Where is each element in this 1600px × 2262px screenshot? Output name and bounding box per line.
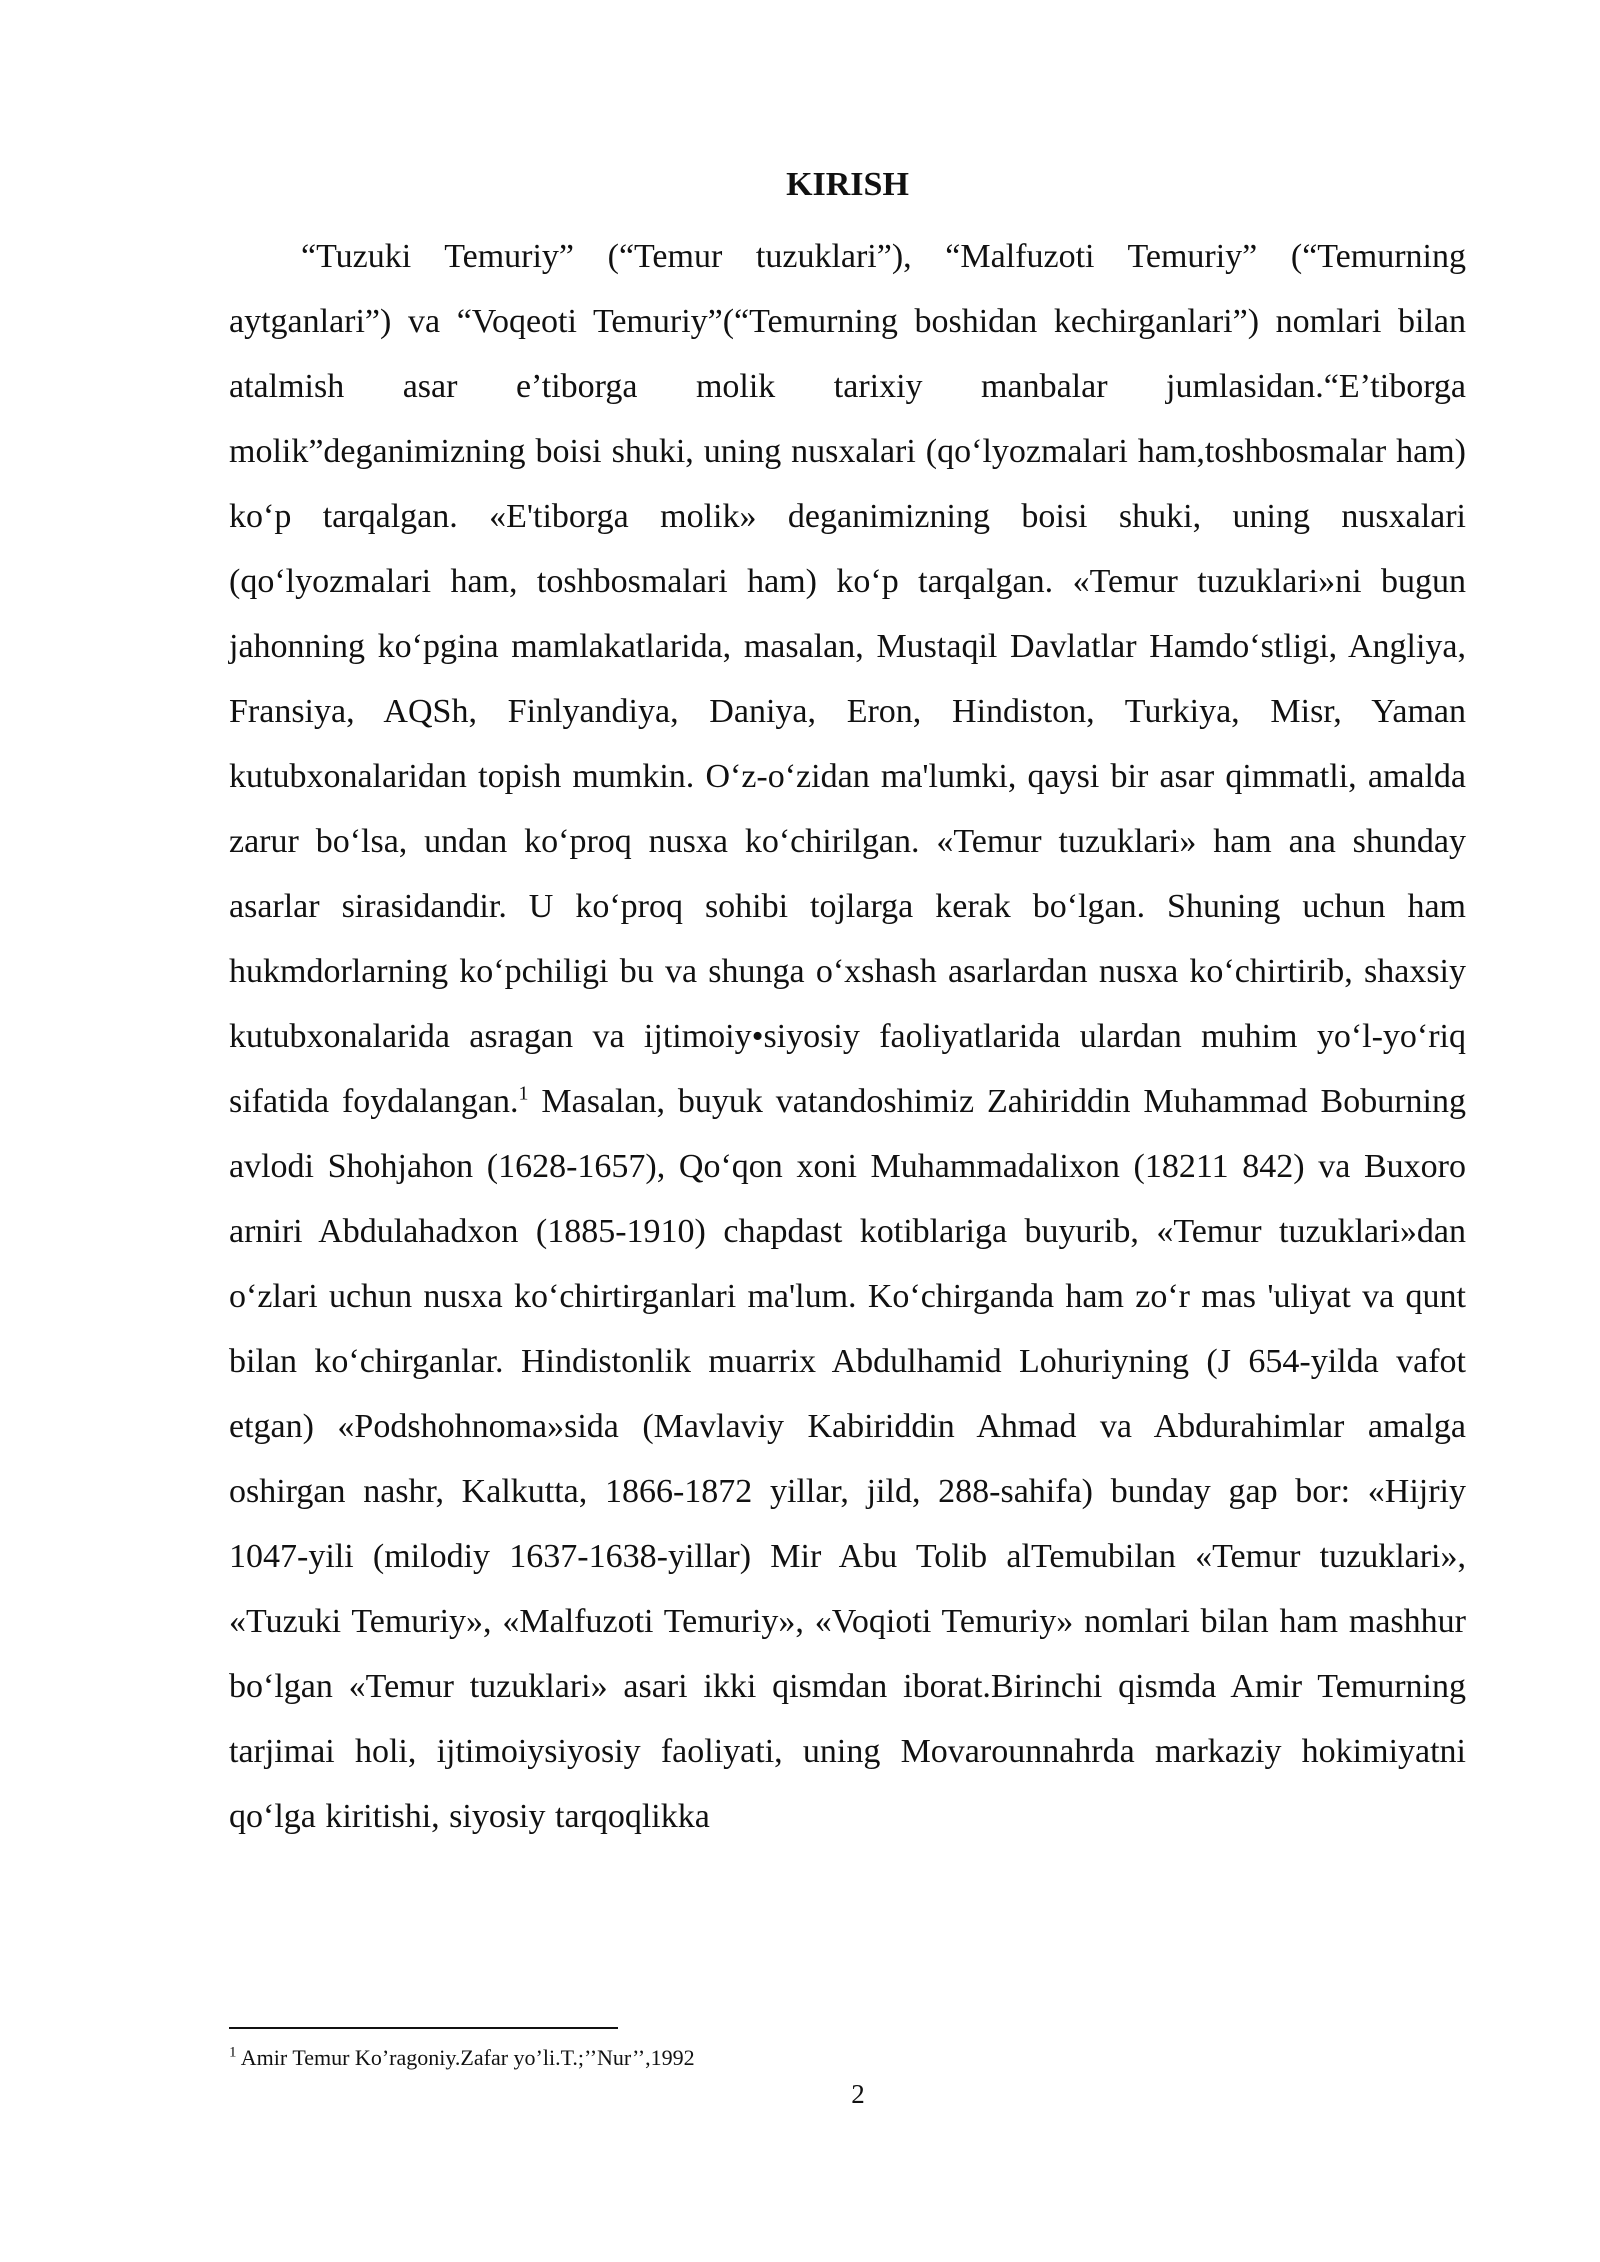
page-number: 2 [851,2079,865,2109]
footnote-number: 1 [229,2044,237,2061]
body-text-part-2: Masalan, buyuk vatandoshimiz Zahiriddin Muhammad Boburning avlodi Shohjahon (1628-1657), Qo‘qon xoni Muhammadalixon (18211 842) va Buxoro arniri Abdulahadxon (1885-1910) chapdast kotiblariga buyurib, «Temur tuzuklari»dan o‘zlari uchun nusxa ko‘chirtirganlari ma'lum. Ko‘chirganda ham zo‘r mas 'uliyat va qunt bilan ko‘chirganlar. Hindistonlik muarrix Abdulhamid Lohuriyning (J 654-yilda vafot etgan) «Podshohnoma»sida (Mavlaviy Kabiriddin Ahmad va Abdurahimlar amalga oshirgan nashr, Kalkutta, 1866-1872 yillar, jild, 288-sahifa) bunday gap bor: «Hijriy 1047-yili (milodiy 1637-1638-yillar) Mir Abu Tolib alTemubilan «Temur tuzuklari», «Tuzuki Temuriy», «Malfuzoti Temuriy», «Voqioti Temuriy» nomlari bilan ham mashhur bo‘lgan «Temur tuzuklari» asari ikki qismdan iborat.Birinchi qismda Amir Temurning tarjimai holi, ijtimoiysiyosiy faoliyati, uning Movarounnahrda markaziy hokimiyatni qo‘lga kiritishi, siyosiy tarqoqlikka [229,1083,1466,1835]
body-text-part-1: “Tuzuki Temuriy” (“Temur tuzuklari”), “Malfuzoti Temuriy” (“Temurning aytganlari”) va “Voqeoti Temuriy”(“Temurning boshidan kechirganlari”) nomlari bilan atalmish asar e’tiborga molik tarixiy manbalar jumlasidan.“E’tiborga molik”deganimizning boisi shuki, uning nusxalari (qo‘lyozmalari ham,toshbosmalar ham) ko‘p tarqalgan. «E'tiborga molik» deganimizning boisi shuki, uning nusxalari (qo‘lyozmalari ham, toshbosmalari ham) ko‘p tarqalgan. «Temur tuzuklari»ni bugun jahonning ko‘pgina mamlakatlarida, masalan, Mustaqil Davlatlar Hamdo‘stligi, Angliya, Fransiya, AQSh, Finlyandiya, Daniya, Eron, Hindiston, Turkiya, Misr, Yaman kutubxonalaridan topish mumkin. O‘z-o‘zidan ma'lumki, qaysi bir asar qimmatli, amalda zarur bo‘lsa, undan ko‘proq nusxa ko‘chirilgan. «Temur tuzuklari» ham ana shunday asarlar sirasidandir. U ko‘proq sohibi tojlarga kerak bo‘lgan. Shuning uchun ham hukmdorlarning ko‘pchiligi bu va shunga o‘xshash asarlardan nusxa ko‘chirtirib, shaxsiy kutubxonalarida asragan va ijtimoiy•siyosiy faoliyatlarida ulardan muhim yo‘l-yo‘riq sifatida foydalangan. [229,238,1466,1120]
footnote [229,2043,695,2073]
body-paragraph [229,224,1466,1849]
page-title: KIRISH [786,166,909,203]
footnote-text: Amir Temur Ko’ragoniy.Zafar yo’li.T.;’’Nur’’,1992 [236,2045,695,2070]
footnote-separator [229,2027,618,2029]
footnote-reference[interactable]: 1 [518,1082,529,1105]
